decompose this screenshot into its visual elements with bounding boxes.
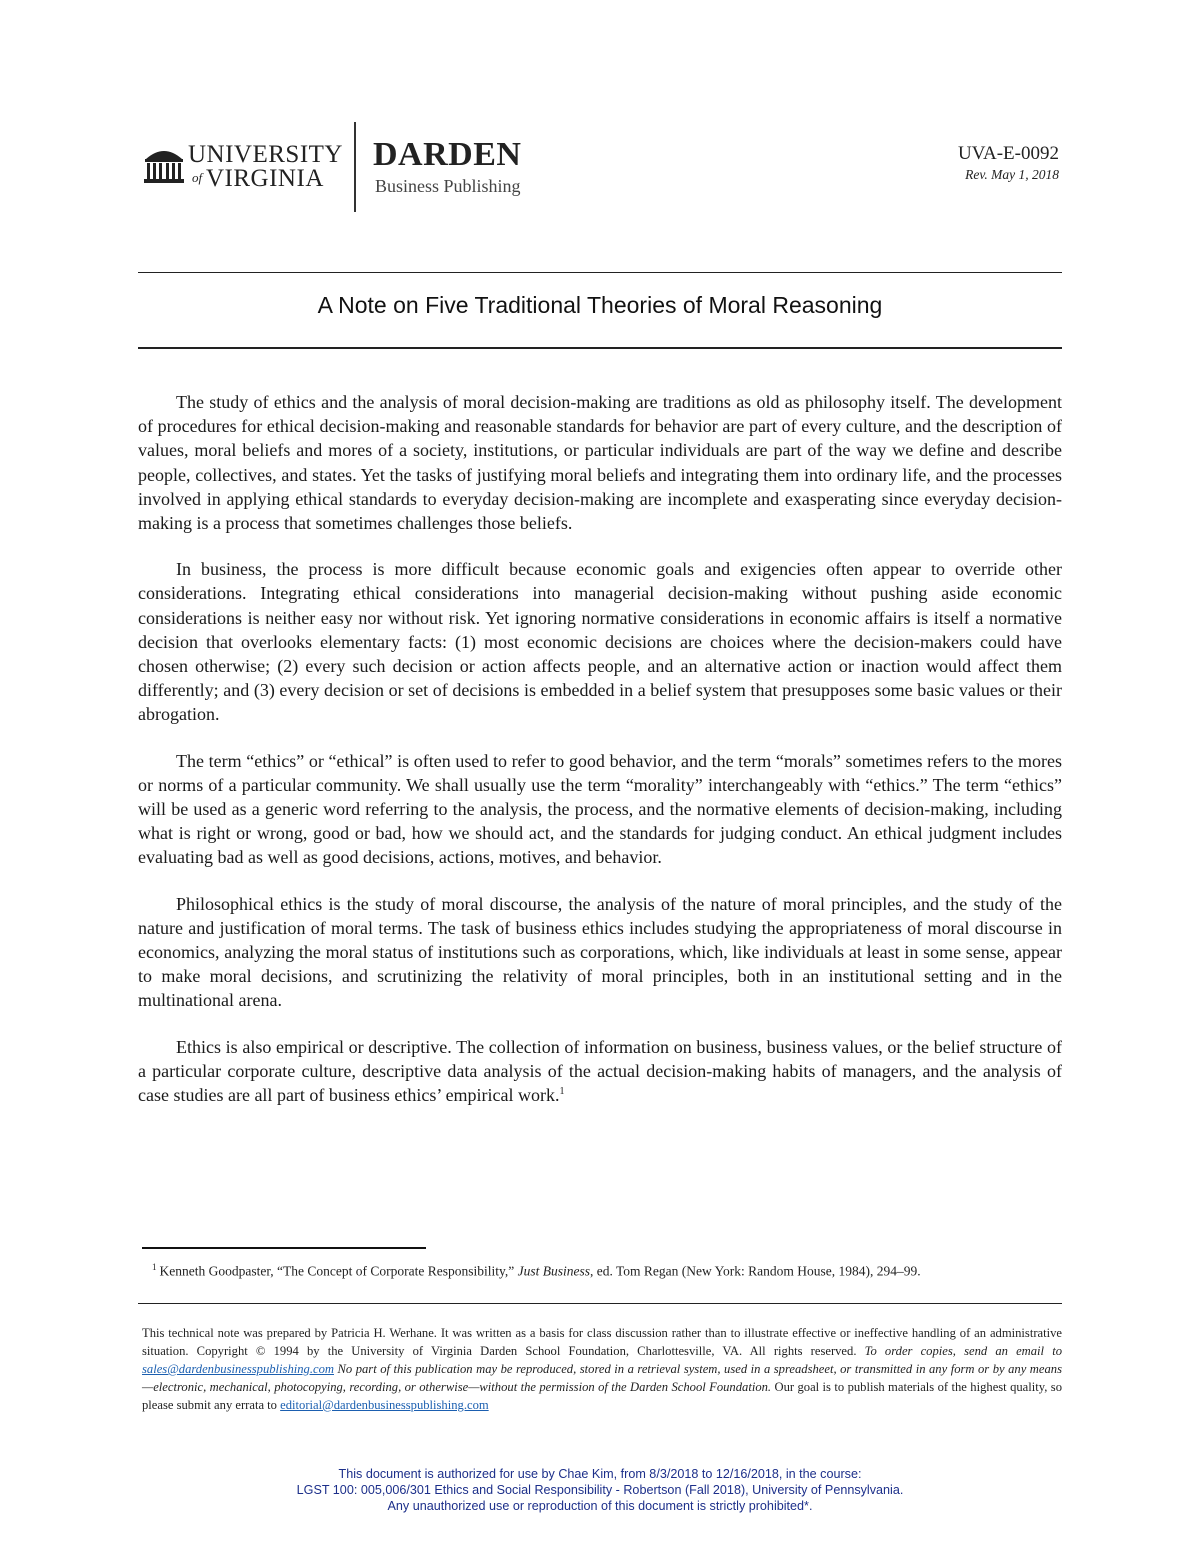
paragraph-last bbox=[138, 1035, 1062, 1108]
authorization-notice bbox=[0, 1466, 1200, 1514]
footnote-italic-title: Just Business bbox=[517, 1263, 590, 1279]
footer-rule bbox=[138, 1303, 1062, 1304]
logo-divider bbox=[354, 122, 356, 212]
uva-logo-line2: VIRGINIA bbox=[206, 165, 324, 192]
prep-text-2: Our goal is to publish materials of the highest quality, so please submit any errata to bbox=[142, 1380, 1062, 1412]
uva-logo bbox=[142, 140, 343, 192]
title-bottom-rule bbox=[138, 347, 1062, 349]
authorization-line: This document is authorized for use by Chae Kim, from 8/3/2018 to 12/16/2018, in the course: bbox=[338, 1467, 862, 1481]
footnote bbox=[152, 1262, 1050, 1280]
prep-text-1: This technical note was prepared by Patricia H. Werhane. It was written as a basis for class discussion rather than to illustrate effective or ineffective handling of an administrative situation. Copyright © 1994 by the University of Virginia Darden School Foundation, Charlottesville, VA. All rights reserved. bbox=[142, 1326, 1062, 1358]
darden-logo: DARDEN bbox=[373, 136, 522, 173]
title-top-rule bbox=[138, 272, 1062, 273]
paragraph: The term “ethics” or “ethical” is often used to refer to good behavior, and the term “morals” sometimes refers to the mores or norms of a particular community. We shall usually use the term “morality” interchangeably with “ethics.” The term “ethics” will be used as a generic word referring to the analysis, the process, and the normative elements of decision-making, including what is right or wrong, good or bad, how we should act, and the standards for judging conduct. An ethical judgment includes evaluating bad as well as good decisions, actions, motives, and behavior. bbox=[138, 750, 1062, 868]
darden-logo-subtitle: Business Publishing bbox=[375, 176, 521, 196]
paragraph: Philosophical ethics is the study of moral discourse, the analysis of the nature of moral principles, and the study of the nature and justification of moral terms. The task of business ethics includes studying the appropriateness of moral discourse in economics, analyzing the moral status of institutions such as corporations, which, like individuals at least in some sense, appear to make moral decisions, and scrutinizing the relativity of moral principles, both in an institutional setting and in the multinational arena. bbox=[138, 893, 1062, 1011]
footnote-rule bbox=[142, 1247, 426, 1249]
editorial-email-link[interactable]: editorial@dardenbusinesspublishing.com bbox=[280, 1398, 489, 1412]
prep-italic-2: No part of this publication may be reproduced, stored in a retrieval system, used in a spreadsheet, or transmitted in any form or by any means—electronic, mechanical, photocopying, recording, or otherwise—without the permission of the Darden School Foundation. bbox=[142, 1362, 1062, 1394]
revision-date: Rev. May 1, 2018 bbox=[965, 167, 1059, 182]
footnote-mark: 1 bbox=[152, 1262, 157, 1272]
paragraph-text: Ethics is also empirical or descriptive. The collection of information on business, business values, or the belief structure of a particular corporate culture, descriptive data analysis of the actual decision-making habits of managers, and the analysis of case studies are all part of business ethics’ empirical work. bbox=[138, 1036, 1062, 1106]
document-code: UVA-E-0092 bbox=[958, 143, 1059, 164]
footnote-reference[interactable]: 1 bbox=[559, 1086, 565, 1098]
rotunda-icon bbox=[142, 143, 186, 185]
body-text bbox=[138, 390, 1062, 1129]
page-title: A Note on Five Traditional Theories of Moral Reasoning bbox=[317, 292, 883, 318]
authorization-line: LGST 100: 005,006/301 Ethics and Social Responsibility - Robertson (Fall 2018), University of Pennsylvania. bbox=[296, 1483, 904, 1497]
uva-logo-of: of bbox=[192, 170, 203, 185]
preparation-note bbox=[142, 1324, 1062, 1414]
uva-logo-line1: UNIVERSITY bbox=[188, 141, 343, 168]
footnote-text-after: , ed. Tom Regan (New York: Random House, 1984), 294–99. bbox=[590, 1263, 921, 1279]
footnote-text-before: Kenneth Goodpaster, “The Concept of Corporate Responsibility,” bbox=[159, 1263, 518, 1279]
paragraph: The study of ethics and the analysis of moral decision-making are traditions as old as philosophy itself. The development of procedures for ethical decision-making and reasonable standards for behavior are part of every culture, and the description of values, moral beliefs and mores of a society, institutions, or particular individuals are part of the way we define and describe people, collectives, and states. Yet the tasks of justifying moral beliefs and integrating them into ordinary life, and the processes involved in applying ethical standards to everyday decision-making are incomplete and exasperating since everyday decision-making is a process that sometimes challenges those beliefs. bbox=[138, 392, 1062, 534]
sales-email-link[interactable]: sales@dardenbusinesspublishing.com bbox=[142, 1362, 334, 1376]
prep-italic-1: To order copies, send an email to bbox=[864, 1344, 1062, 1358]
authorization-line: Any unauthorized use or reproduction of this document is strictly prohibited*. bbox=[387, 1499, 813, 1513]
paragraph: In business, the process is more difficult because economic goals and exigencies often appear to override other considerations. Integrating ethical considerations into managerial decision-making without pushing aside economic considerations is neither easy nor without risk. Yet ignoring normative considerations in economic affairs is itself a normative decision that overlooks elementary facts: (1) most economic decisions are choices where the decision-makers could have chosen otherwise; (2) every such decision or action affects people, and an alternative action or inaction would affect them differently; and (3) every decision or set of decisions is embedded in a belief system that presupposes some basic values or their abrogation. bbox=[138, 559, 1062, 725]
